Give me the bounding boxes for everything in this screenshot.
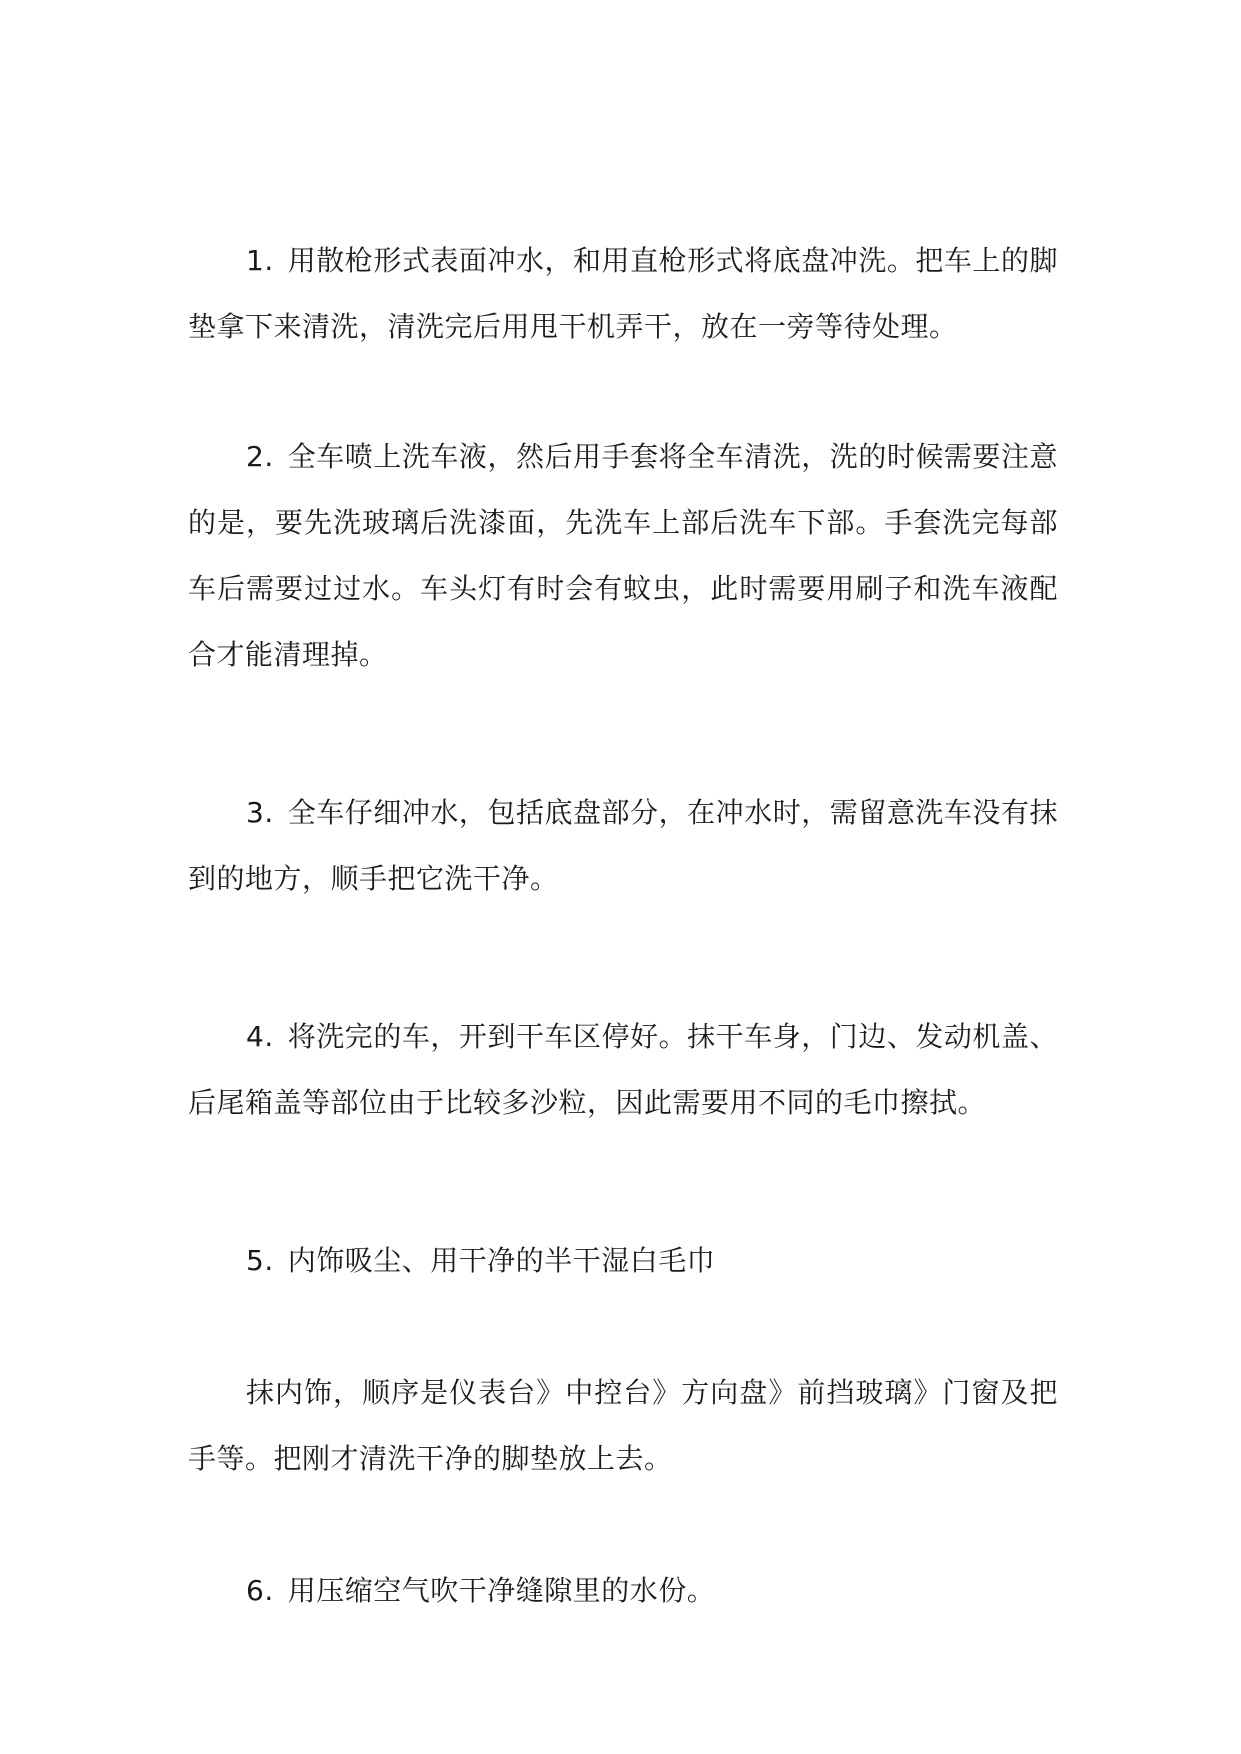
step-number: 6. (246, 1574, 274, 1607)
document-page (188, 228, 1058, 1690)
step-number: 4. (246, 1020, 274, 1053)
step-text: 用压缩空气吹干净缝隙里的水份。 (287, 1574, 716, 1607)
step-number: 2. (246, 440, 274, 473)
step-text: 内饰吸尘、用干净的半干湿白毛巾 (287, 1244, 716, 1277)
step-text: 用散枪形式表面冲水，和用直枪形式将底盘冲洗。把车上的脚垫拿下来清洗，清洗完后用甩干机弄干，放在一旁等待处理。 (188, 244, 1058, 343)
step-number: 3. (246, 796, 274, 829)
step-text: 全车仔细冲水，包括底盘部分，在冲水时，需留意洗车没有抹到的地方，顺手把它洗干净。 (188, 796, 1058, 895)
step-paragraph-2 (188, 424, 1058, 688)
step-paragraph-5-continued (188, 1360, 1058, 1492)
step-number: 5. (246, 1244, 274, 1277)
step-paragraph-1 (188, 228, 1058, 360)
step-paragraph-3 (188, 780, 1058, 912)
step-text: 全车喷上洗车液，然后用手套将全车清洗，洗的时候需要注意的是，要先洗玻璃后洗漆面，先洗车上部后洗车下部。手套洗完每部车后需要过过水。车头灯有时会有蚊虫，此时需要用刷子和洗车液配合才能清理掉。 (188, 440, 1058, 671)
step-number: 1. (246, 244, 274, 277)
step-paragraph-6 (188, 1558, 1058, 1624)
step-text: 将洗完的车，开到干车区停好。抹干车身，门边、发动机盖、后尾箱盖等部位由于比较多沙粒，因此需要用不同的毛巾擦拭。 (188, 1020, 1058, 1119)
step-text: 抹内饰，顺序是仪表台》中控台》方向盘》前挡玻璃》门窗及把手等。把刚才清洗干净的脚垫放上去。 (188, 1376, 1058, 1475)
step-paragraph-5 (188, 1228, 1058, 1294)
step-paragraph-4 (188, 1004, 1058, 1136)
